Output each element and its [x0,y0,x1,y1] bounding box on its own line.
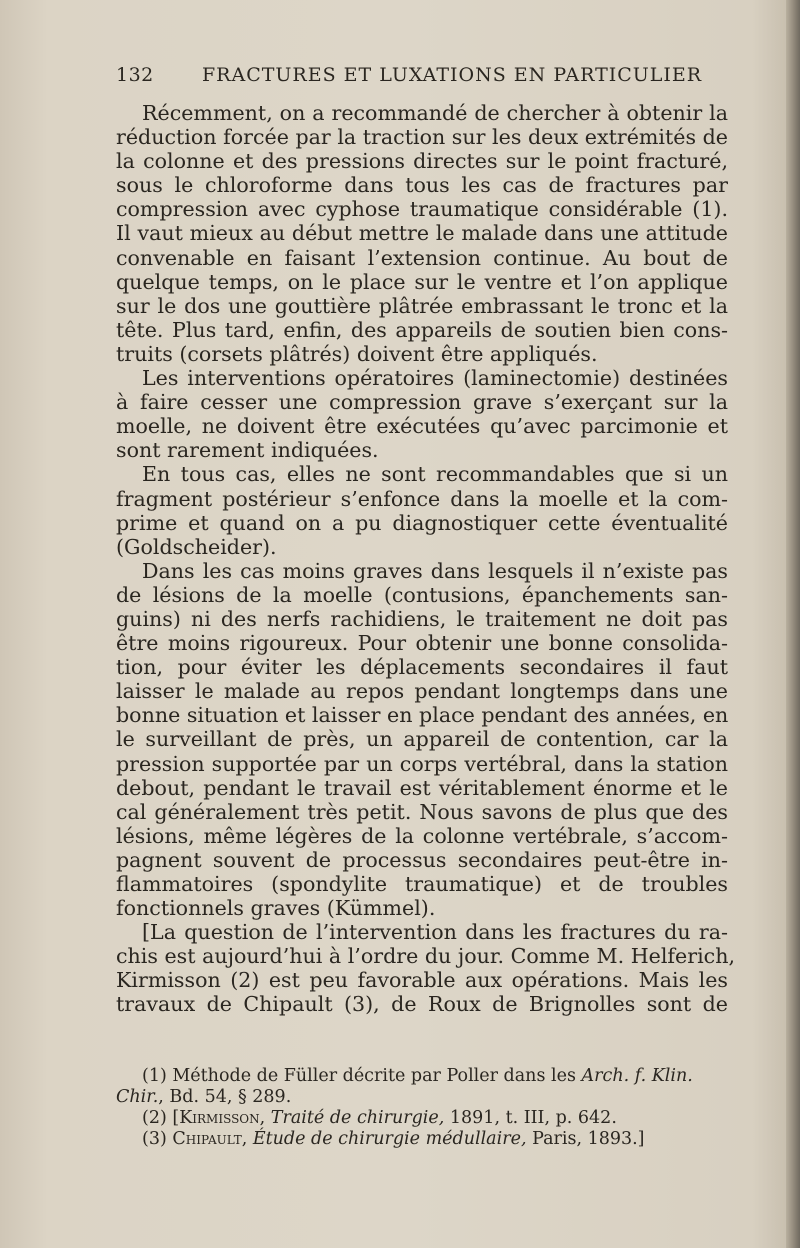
footnote-title: Traité de chirurgie, [270,1108,445,1128]
text-line: moelle, ne doivent être exécutées qu’avec parcimonie et [116,414,728,439]
footnote-author: [Kirmisson, [172,1108,266,1128]
text-line: convenable en faisant l’extension continue. Au bout de [116,245,728,270]
text-line: laisser le malade au repos pendant longtemps dans une [116,679,728,704]
footnote-author: Chipault, [172,1129,248,1149]
text-line: la colonne et des pressions directes sur le point fracturé, [116,149,728,174]
footnote-text: Méthode de Füller décrite par Poller dans les [172,1066,576,1086]
text-line: sont rarement indiquées. [116,438,379,463]
text-line: Kirmisson (2) est peu favorable aux opérations. Mais les [116,968,728,993]
text-line: flammatoires (spondylite traumatique) et de troubles [116,872,728,896]
text-line: le surveillant de près, un appareil de contention, car la [116,727,728,752]
footnote-marker: (1) [142,1066,167,1086]
footnote-1 [116,1066,728,1087]
text-line: En tous cas, elles ne sont recommandables que si un [142,462,728,487]
footnote-1-continued [116,1087,728,1108]
footnotes [116,1066,728,1150]
footnote-marker: (3) [142,1129,167,1149]
text-line: truits (corsets plâtrés) doivent être appliqués. [116,341,598,366]
text-line: sous le chloroforme dans tous les cas de fractures par [116,173,728,198]
footnote-3 [116,1129,728,1150]
text-line: (Goldscheider). [116,534,277,559]
footnote-text: , Bd. 54, § 289. [158,1087,292,1107]
text-line: tête. Plus tard, enfin, des appareils de soutien bien cons- [116,317,728,342]
footnote-text: 1891, t. III, p. 642. [449,1108,617,1128]
text-line: Les interventions opératoires (laminectomie) destinées [142,366,728,391]
footnote-journal-cont: Chir. [116,1087,159,1107]
text-line: prime et quand on a pu diagnostiquer cette éventualité [116,510,728,535]
text-line: [La question de l’intervention dans les fractures du ra- [142,920,728,945]
text-line: Récemment, on a recommandé de chercher à obtenir la [142,101,728,125]
text-line: Il vaut mieux au début mettre le malade dans une attitude [116,221,728,246]
text-line: debout, pendant le travail est véritablement énorme et le [116,775,728,800]
page-number: 132 [116,64,154,86]
running-header [116,64,736,92]
text-line: travaux de Chipault (3), de Roux de Brignolles sont de [116,992,728,1017]
footnote-2 [116,1108,728,1129]
text-line: pagnent souvent de processus secondaires peut-être in- [116,847,728,872]
text-line: être moins rigoureux. Pour obtenir une bonne consolida- [116,631,728,656]
text-line: quelque temps, on le place sur le ventre et l’on applique [116,269,728,294]
page-edge-shadow [786,0,800,1248]
running-title: FRACTURES ET LUXATIONS EN PARTICULIER [202,64,703,86]
text-line: à faire cesser une compression grave s’exerçant sur la [116,390,728,415]
footnote-title: Étude de chirurgie médullaire, [252,1129,527,1149]
text-line: de lésions de la moelle (contusions, épanchements san- [116,582,728,607]
text-line: fonctionnels graves (Kümmel). [116,896,436,921]
text-line: chis est aujourd’hui à l’ordre du jour. Comme M. Helferich, [116,944,736,969]
text-line: sur le dos une gouttière plâtrée embrassant le tronc et la [116,293,728,318]
text-line: Dans les cas moins graves dans lesquels il n’existe pas [142,558,728,583]
text-line: fragment postérieur s’enfonce dans la moelle et la com- [116,486,728,511]
text-line: compression avec cyphose traumatique considérable (1). [116,197,728,222]
text-line: réduction forcée par la traction sur les deux extrémités de [116,125,728,150]
body-text [116,101,736,1017]
text-line: cal généralement très petit. Nous savons de plus que des [116,799,728,824]
text-line: tion, pour éviter les déplacements secondaires il faut [116,655,728,680]
footnote-marker: (2) [142,1108,167,1128]
text-line: guins) ni des nerfs rachidiens, le traitement ne doit pas [116,606,728,631]
text-line: lésions, même légères de la colonne vertébrale, s’accom- [116,823,728,848]
footnote-journal: Arch. f. Klin. [581,1066,693,1086]
text-line: bonne situation et laisser en place pendant des années, en [116,703,729,728]
footnote-text: Paris, 1893.] [532,1129,645,1149]
text-line: pression supportée par un corps vertébral, dans la station [116,751,728,776]
